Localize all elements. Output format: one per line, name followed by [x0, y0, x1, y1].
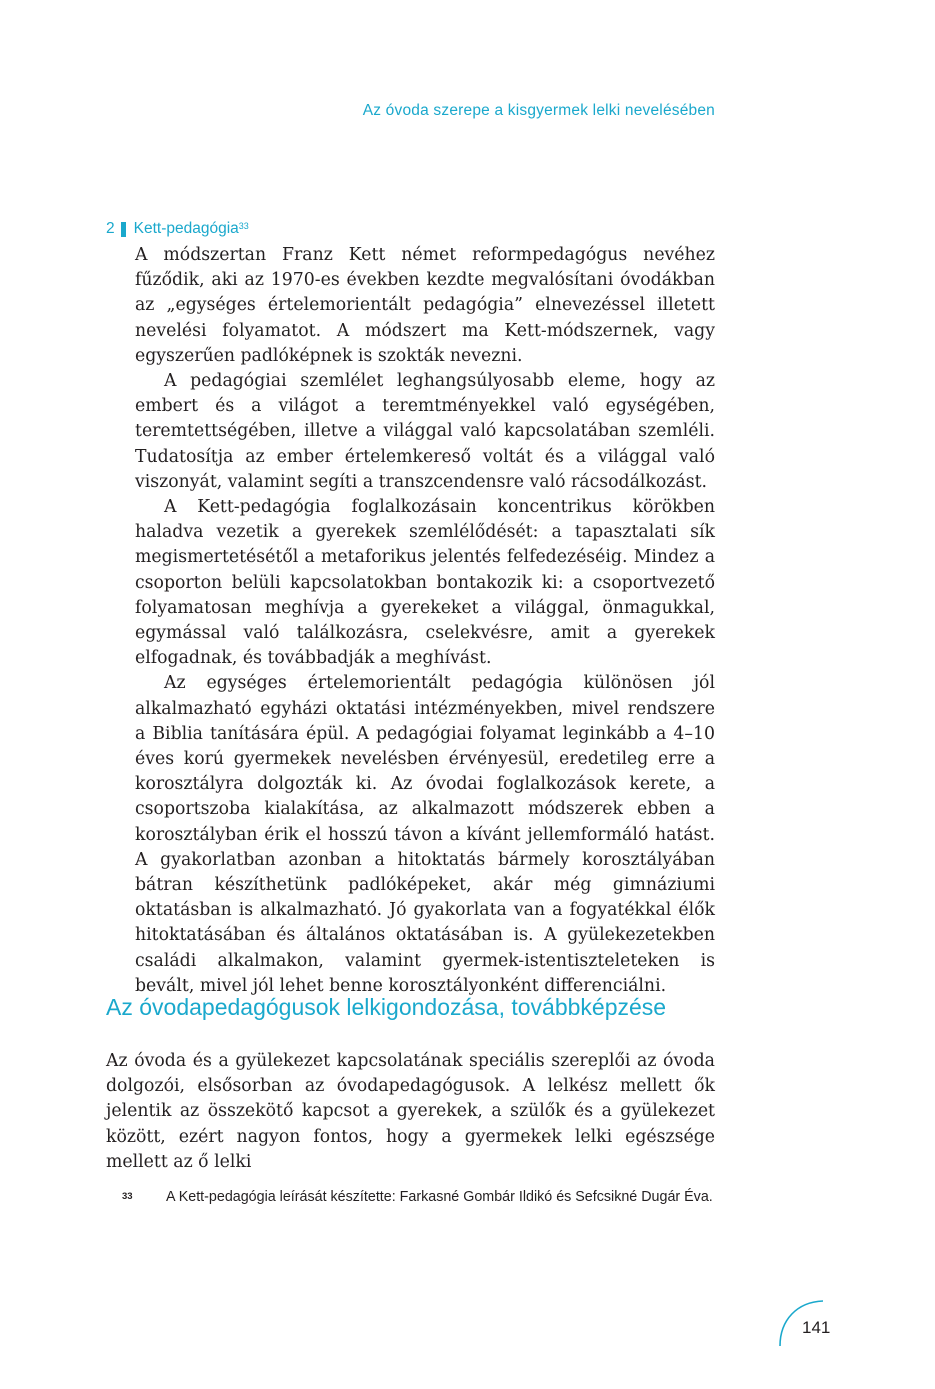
section-marker-bar	[121, 222, 126, 237]
section-body	[135, 243, 715, 999]
body-paragraph: Az óvoda és a gyülekezet kapcsolatának speciális szereplői az óvoda dolgozói, elsősorban az óvodapedagógusok. A lelkész mellett ők jelentik az összekötő kapcsot a gyerekek, a szülők és a gyülekezet között, ezért nagyon fontos, hogy a gyermekek lelki egészsége mellett az ő lelki	[106, 1051, 715, 1172]
page-number: 141	[802, 1318, 831, 1337]
body-paragraph: A pedagógiai szemlélet leghangsúlyosabb eleme, hogy az embert és a világot a teremtményekkel való egységében, teremtettségében, illetve a világgal való kapcsolatában szemléli. Tudatosítja az ember értelemkereső voltát és a világgal való viszonyát, valamint segíti a transzcendensre való rácsodálkozást.	[135, 371, 715, 492]
body-paragraph: A módszertan Franz Kett német reformpedagógus nevéhez fűződik, aki az 1970-es években kezdte megvalósítani óvodákban az „egységes értelemorientált pedagógia” elnevezéssel illetett nevelési folyamatot. A módszert ma Kett-módszernek, vagy egyszerűen padlóképnek is szokták nevezni.	[135, 245, 715, 366]
section-title: Kett-pedagógia	[133, 220, 239, 237]
chapter-heading: Az óvodapedagógusok lelkigondozása, továbbképzése	[106, 994, 667, 1020]
footnote	[122, 1187, 715, 1208]
body-paragraph: Az egységes értelemorientált pedagógia különösen jól alkalmazható egyházi oktatási intézményekben, mivel rendszere a Biblia tanítására épül. A pedagógiai folyamat leginkább a 4–10 éves korú gyermekek nevelésben érvényesül, eredetileg erre a korosztályra dolgozták ki. Az óvodai foglalkozások kerete, a csoportszoba kialakítása, az alkalmazott módszerek ebben a korosztályban érik el hosszú távon a kívánt jellemformáló hatást. A gyakorlatban azonban a hitoktatás bármely korosztályában bátran készíthetünk padlóképeket, akár még gimnáziumi oktatásban is alkalmazható. Jó gyakorlata van a fogyatékkal élők hitoktatásában és általános oktatásában is. A gyülekezetekben családi alkalmakon, valamint gyermek-istentiszteleteken is bevált, mivel jól lehet benne korosztályonként differenciálni.	[135, 673, 715, 996]
section-heading	[106, 220, 249, 238]
footnote-number: 33	[122, 1191, 133, 1202]
footnote-text: A Kett-pedagógia leírását készítette: Farkasné Gombár Ildikó és Sefcsikné Dugár Éva.	[166, 1189, 713, 1205]
running-header: Az óvoda szerepe a kisgyermek lelki nevelésében	[362, 102, 715, 119]
footnote-reference[interactable]: 33	[238, 221, 249, 231]
section-number: 2	[106, 220, 115, 237]
body-paragraph: A Kett-pedagógia foglalkozásain koncentrikus körökben haladva vezetik a gyerekek szemlélődését: a tapasztalati sík megismertetésétől a metaforikus jelentés felfedezéséig. Mindez a csoporton belüli kapcsolatokban bontakozik ki: a csoportvezető folyamatosan meghívja a gyerekeket a világgal, önmagukkal, egymással való találkozásra, cselekvésre, amit a gyerekek elfogadnak, és továbbadják a meghívást.	[135, 497, 715, 669]
